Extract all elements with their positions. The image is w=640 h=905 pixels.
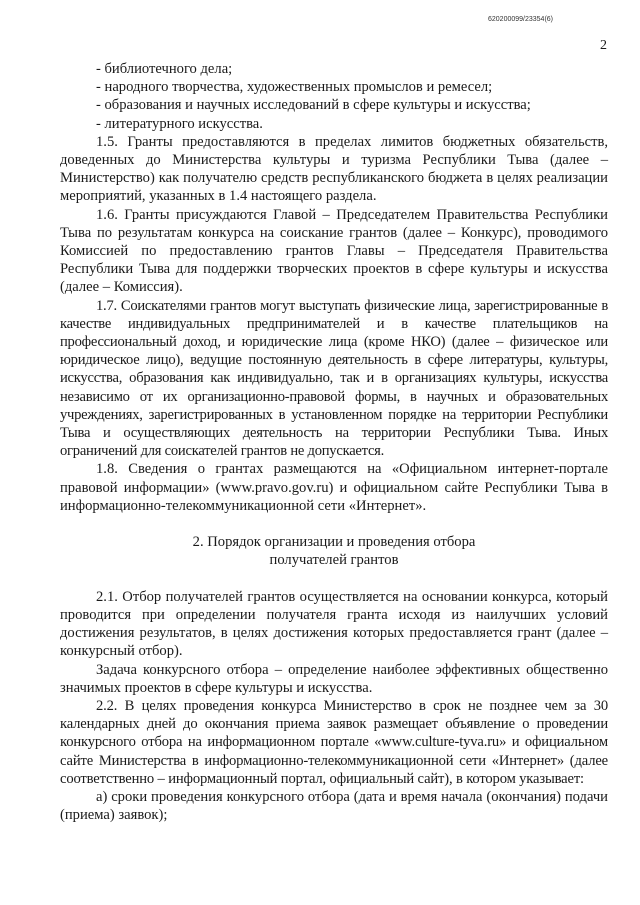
paragraph-1-8: 1.8. Сведения о грантах размещаются на «Официальном интернет-портале правовой информации» (www.pravo.gov.ru) и официальном сайте Республики Тыва в информационно-телекоммуникационной сети «Интернет». — [60, 461, 608, 514]
list-item: - образования и научных исследований в сфере культуры и искусства; — [96, 97, 531, 114]
page-number: 2 — [600, 38, 607, 53]
paragraph-1-7: 1.7. Соискателями грантов могут выступать физические лица, зарегистрированные в качестве индивидуальных предпринимателей и в качестве плательщиков на профессиональный доход, и юридические лица (кроме НКО) (далее – физическое или юридическое лицо), ведущие постоянную деятельность в сфере литературы, культуры, искусства, образования как индивидуально, так и в организациях культуры, искусства независимо от их организационно-правовой формы, в научных и образовательных учреждениях, зарегистрированных в установленном порядке на территории Республики Тыва и осуществляющих деятельность на территории Республики Тыва. Иных ограничений для соискателей грантов не допускается. — [60, 297, 608, 460]
document-id: 620200099/23354(6) — [488, 16, 554, 23]
paragraph-task: Задача конкурсного отбора – определение наиболее эффективных общественно значимых проектов в сфере культуры и искусства. — [60, 661, 608, 696]
paragraph-2-2-a: а) сроки проведения конкурсного отбора (дата и время начала (окончания) подачи (приема) заявок); — [60, 789, 608, 824]
list-item: - народного творчества, художественных промыслов и ремесел; — [96, 79, 493, 96]
paragraph-1-5: 1.5. Гранты предоставляются в пределах лимитов бюджетных обязательств, доведенных до Министерства культуры и туризма Республики Тыва (далее – Министерство) как получателю средств республиканского бюджета в целях реализации мероприятий, указанных в 1.4 настоящего раздела. — [60, 133, 608, 205]
paragraph-1-6: 1.6. Гранты присуждаются Главой – Председателем Правительства Республики Тыва по результатам конкурса на соискание грантов (далее – Конкурс), проводимого Комиссией по предоставлению грантов Главы – Председателя Правительства Республики Тыва для поддержки творческих проектов в сфере культуры и искусства (далее – Комиссия). — [60, 206, 608, 296]
document-body — [60, 60, 608, 825]
list-item: - библиотечного дела; — [96, 61, 233, 77]
section-heading-line: получателей грантов — [269, 552, 399, 569]
paragraph-2-2: 2.2. В целях проведения конкурса Министерство в срок не позднее чем за 30 календарных дней до окончания приема заявок размещает объявление о проведении конкурсного отбора на информационном портале «www.culture-tyva.ru» и официальном сайте Министерства в информационно-телекоммуникационной сети «Интернет» (далее соответственно – информационный портал, официальный сайт), в котором указывает: — [60, 698, 608, 787]
list-item: - литературного искусства. — [96, 115, 263, 132]
section-2-heading — [60, 533, 608, 569]
paragraph-2-1: 2.1. Отбор получателей грантов осуществляется на основании конкурса, который проводится при определении получателя гранта исходя из наилучших условий достижения результатов, в целях достижения которых предоставляется грант (далее – конкурсный отбор). — [60, 588, 608, 660]
section-heading-line: 2. Порядок организации и проведения отбора — [192, 534, 476, 551]
